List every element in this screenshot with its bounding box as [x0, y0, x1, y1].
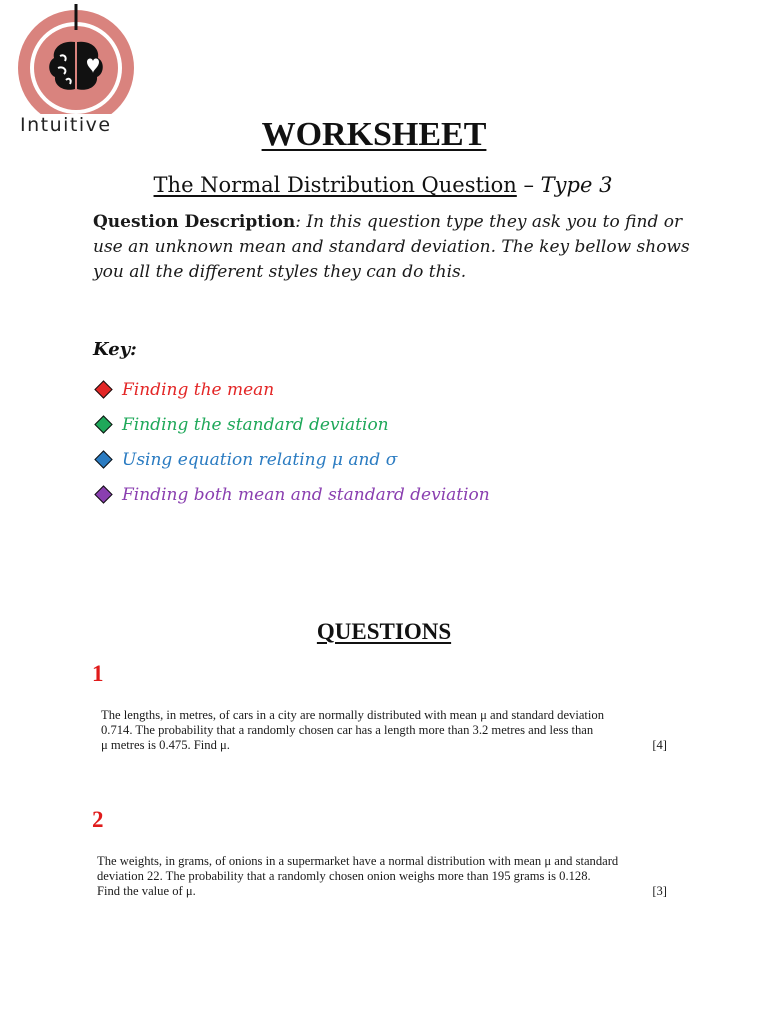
question-line: deviation 22. The probability that a randomly chosen onion weighs more than 195 grams is 0.128.: [97, 869, 591, 883]
green-diamond-icon: [94, 415, 112, 433]
question-text-1: [101, 708, 667, 753]
description-body: : In this question type they ask you to find or use an unknown mean and standard deviation. The key bellow shows you all the different styles they can do this.: [93, 212, 690, 282]
question-number-1: 1: [92, 661, 104, 686]
key-item-label: Finding both mean and standard deviation: [122, 484, 490, 505]
key-list: [93, 372, 613, 512]
red-diamond-icon: [94, 380, 112, 398]
question-number-2: 2: [92, 807, 104, 832]
questions-heading: [0, 616, 768, 648]
key-item-equation: [93, 442, 613, 477]
subtitle-type: Type 3: [540, 173, 613, 197]
question-line: Find the value of μ.: [97, 884, 196, 898]
question-line: The weights, in grams, of onions in a supermarket have a normal distribution with mean μ and standard: [97, 854, 619, 868]
subtitle-main: The Normal Distribution Question: [153, 173, 517, 197]
question-line: μ metres is 0.475. Find μ.: [101, 738, 230, 752]
blue-diamond-icon: [94, 450, 112, 468]
key-item-standard-deviation: [93, 407, 613, 442]
key-label: Key:: [93, 339, 137, 360]
questions-heading-text: QUESTIONS: [316, 619, 452, 644]
question-last-line: [97, 884, 667, 899]
key-item-label: Finding the mean: [122, 379, 275, 400]
key-item-label: Finding the standard deviation: [122, 414, 389, 435]
key-item-label: Using equation relating μ and σ: [122, 449, 398, 470]
subtitle-dash: –: [516, 173, 541, 197]
description-lead: Question Description: [93, 212, 296, 232]
key-item-mean: [93, 372, 613, 407]
question-marks: [3]: [652, 884, 667, 898]
question-description: [93, 210, 693, 285]
question-line: The lengths, in metres, of cars in a city are normally distributed with mean μ and standard deviation: [101, 708, 605, 722]
purple-diamond-icon: [94, 485, 112, 503]
question-marks: [4]: [652, 738, 667, 752]
key-item-both: [93, 477, 613, 512]
question-text-2: [97, 854, 667, 899]
page-title: [0, 114, 748, 156]
question-line: 0.714. The probability that a randomly chosen car has a length more than 3.2 metres and less than: [101, 723, 594, 737]
title-text: WORKSHEET: [261, 116, 487, 153]
logo-text: Intuitive: [20, 114, 112, 136]
page-subtitle: [0, 170, 766, 200]
brain-logo-icon: [14, 4, 140, 114]
question-last-line: [101, 738, 667, 753]
